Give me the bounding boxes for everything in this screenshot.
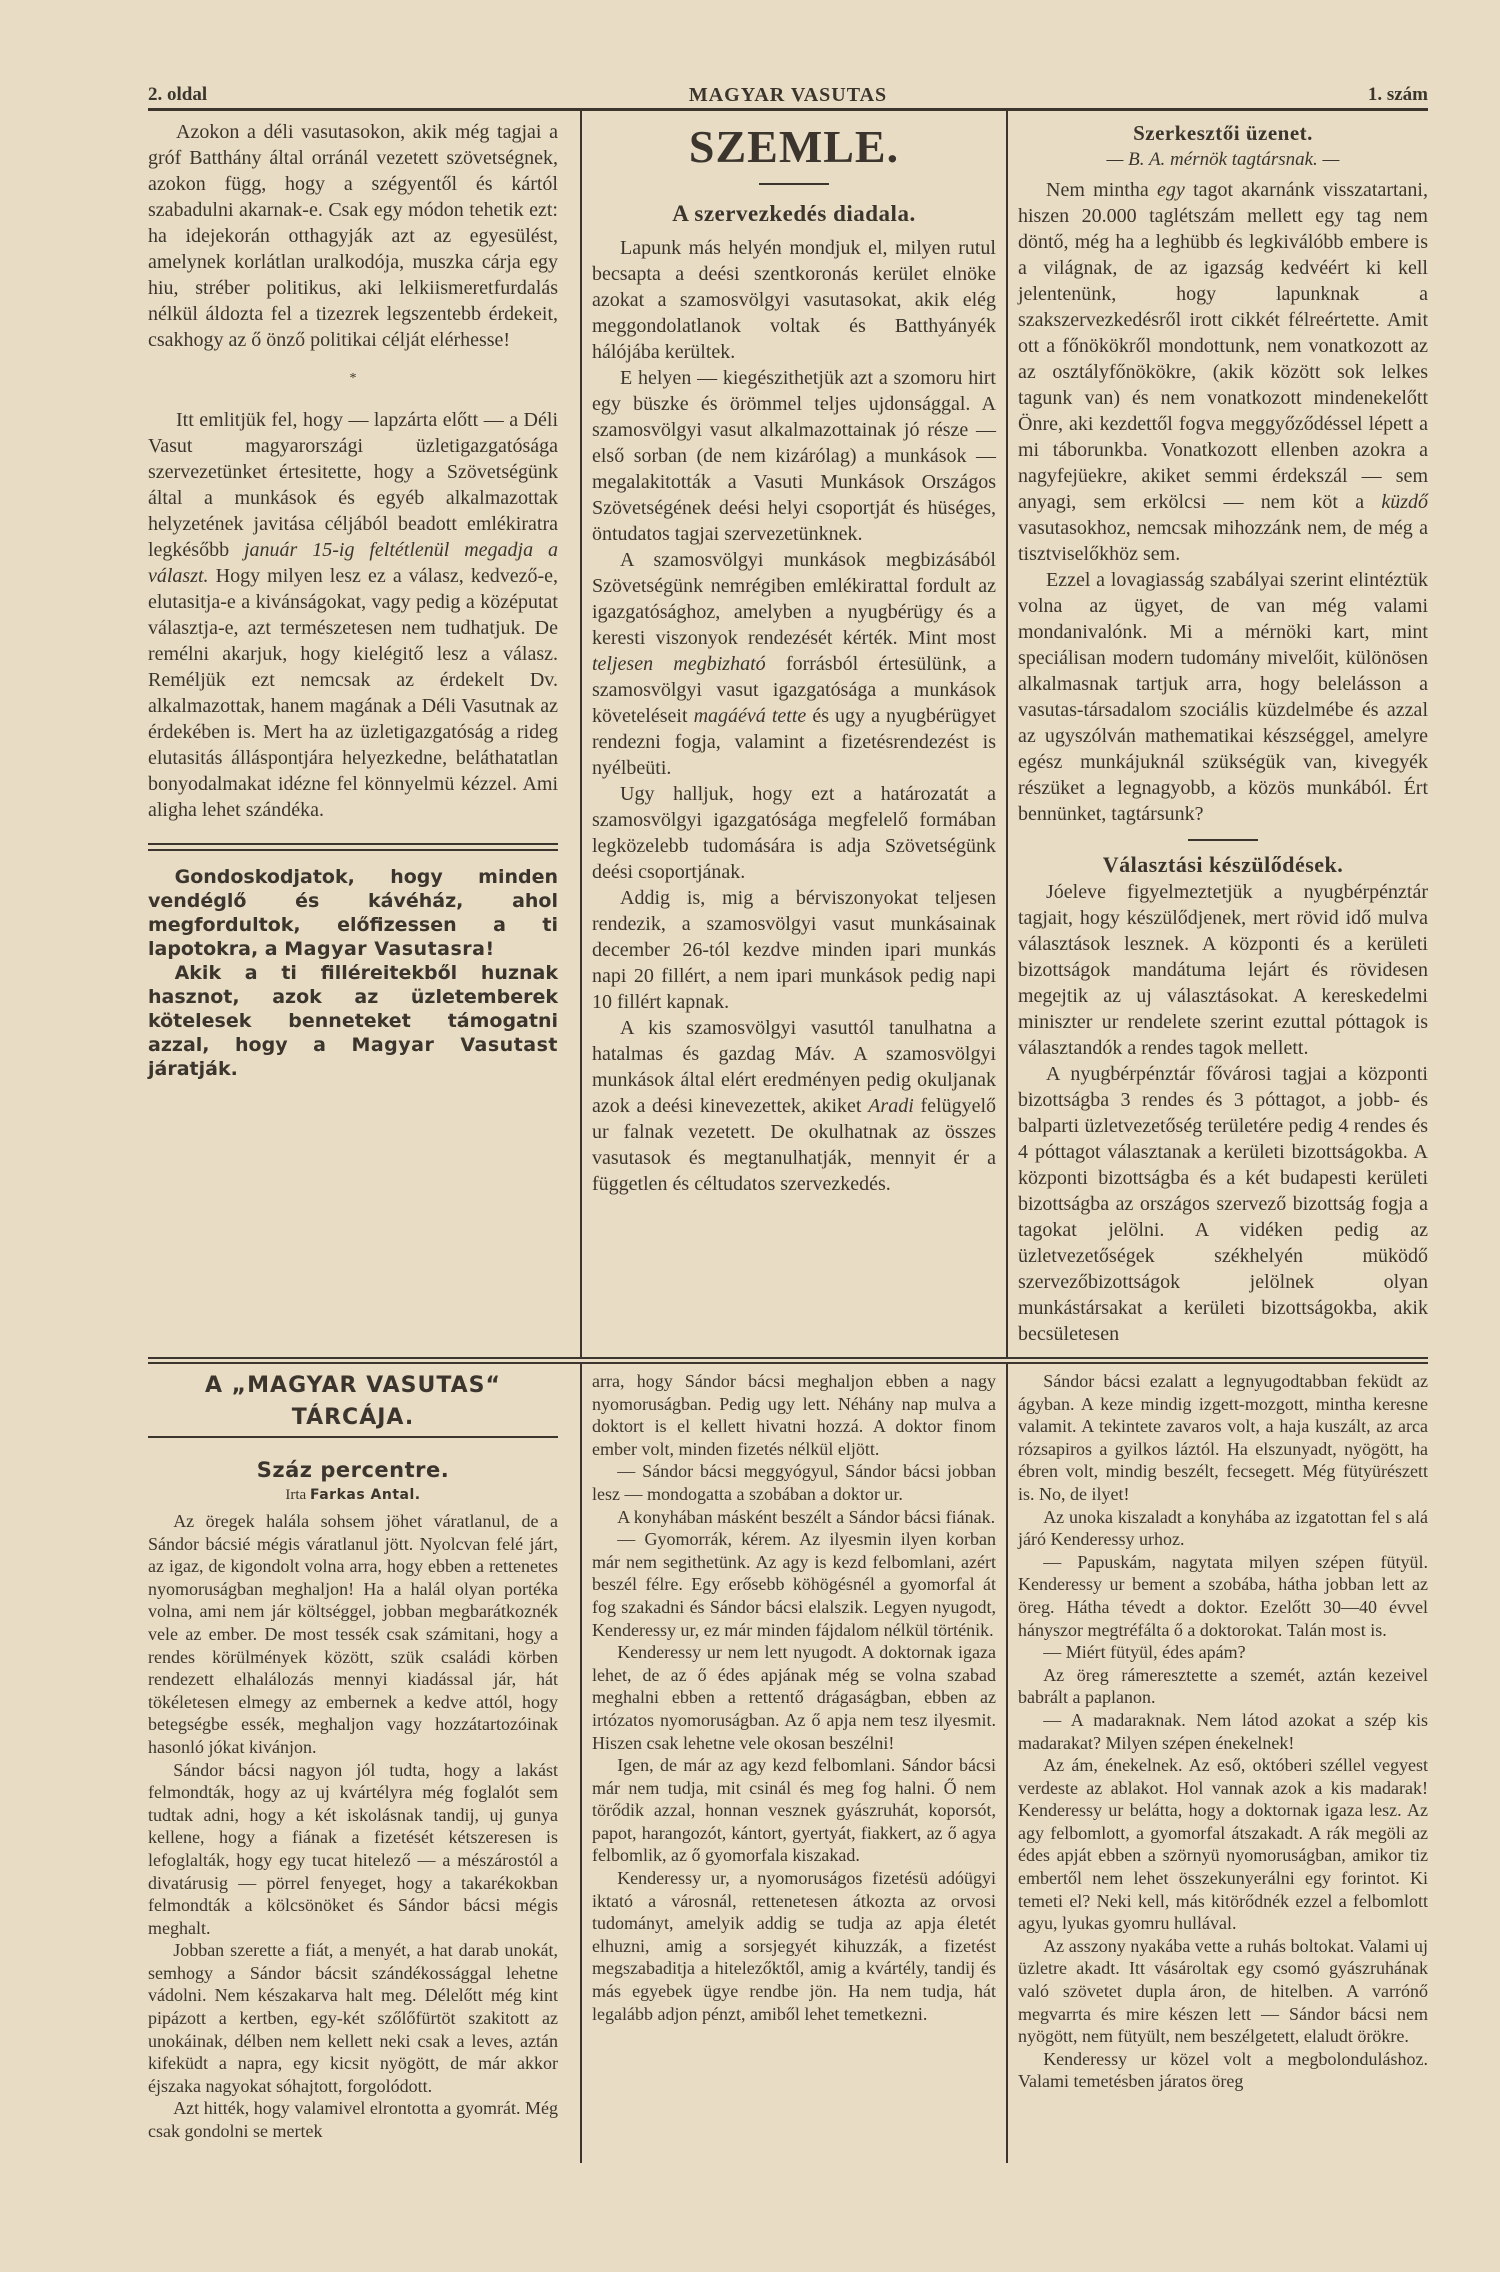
text-run: Azokon a déli vasutasokon, akik még tagjai a gróf Batthány által orránál vezetett szövetségnek, azokon függ, hogy a szégyentől és kártól szabadulni akarnak-e. Csak egy módon tehetik ezt: ha idejekorán otthagyják azt az egyesülést, amelynek korlátlan uralkodója, muszka cárja egy hiu, stréber politikus, aki lelkiismeretfurdalás nélkül áldozta fel a tizezrek legszentebb érdekeit, csakhogy az ő önző politikai célját elérhesse!	[148, 121, 558, 351]
short-rule	[759, 183, 829, 185]
paragraph	[592, 781, 996, 885]
top-section	[148, 111, 1428, 1357]
paragraph	[1018, 1935, 1428, 2048]
article-title: Választási készülődések.	[1102, 852, 1344, 877]
issue-number: 1. szám	[1367, 84, 1428, 105]
text-run: arra, hogy Sándor bácsi meghaljon ebben a nagy nyomoruságban. Pedig ugy lett. Néhány nap mulva a doktort is el kellett hivatni hozzá. A doktor finom ember volt, minden fizetés nélkül eljött.	[592, 1371, 996, 1459]
paragraph	[592, 1528, 996, 1641]
italic-text: január 15-ig feltétlenül megadja a választ.	[148, 539, 559, 587]
text-run: Az ám, énekelnek. Az eső, októberi széllel vegyest verdeste az ablakot. Hol vannak azok a kis madarak! Kenderessy ur belátta, hogy a doktornak igaza lesz. Az agy felbomlott, a gyomorfal átszakadt. A rák megöli az édes apját ebben a szörnyü nyomoruságban, amikor tiz embertől nem lehet összekunyerálni egy forintot. Ki temeti el? Neki kell, más kitörődnék ezzel a felbomlott agyu, lyukas gyomru hullával.	[1018, 1755, 1428, 1934]
story-title: Száz percentre.	[256, 1458, 450, 1482]
text-run: E helyen — kiegészithetjük azt a szomoru hirt egy büszke és örömmel teljes ujdonsággal. A szamosvölgyi vasut alkalmazottainak jó része — első sorban (de nem kizárólag) a munkások — megalakitották a Vasuti Munkások Országos Szövetségének deési helyi csoportját és hüséges, öntudatos tagjai szervezetünknek.	[592, 367, 996, 545]
article-body	[1018, 177, 1428, 827]
paragraph	[1018, 1370, 1428, 1506]
text-run: vasutasokhoz, nemcsak mihozzánk nem, de még a tisztviselőkhöz sem.	[1018, 517, 1428, 565]
paragraph	[1018, 1061, 1428, 1347]
paragraph	[148, 119, 558, 353]
feuilleton-right-column	[1006, 1364, 1428, 2163]
text-run: — Papuskám, nagytata milyen szépen fütyül. Kenderessy ur bement a szobába, hátha jobban lett az öreg. Hátha tévedt a doktor. Ezelőtt 30—40 évvel hányszor megtréfálta ő a doktorokat. Talán most is.	[1018, 1551, 1428, 1640]
article-body	[148, 119, 558, 353]
text-run: Azt hitték, hogy valamivel elrontotta a gyomrát. Még csak gondolni se mertek	[148, 2098, 558, 2142]
separator-asterisk: *	[349, 371, 357, 386]
paragraph	[592, 1641, 996, 1754]
text-run: A konyhában másként beszélt a Sándor bácsi fiának.	[617, 1506, 996, 1527]
feuilleton-middle-column	[580, 1364, 1006, 2163]
paragraph	[1018, 1551, 1428, 1641]
story-body	[1018, 1370, 1428, 2093]
short-rule	[1188, 839, 1258, 841]
paragraph	[148, 865, 558, 961]
paragraph	[148, 1510, 558, 1759]
text-run: Kenderessy ur nem lett nyugodt. A doktornak igaza lehet, de az ő édes apjának még se volna szabad meghalni ebben a rettentő drágaságban, ebben az irtózatos nyomoruságban. Az ő apja nem tesz ilyesmit. Hiszen csak lehetne vele okosan beszélni!	[592, 1642, 996, 1753]
paragraph	[148, 1939, 558, 2097]
article-body	[148, 407, 558, 823]
paragraph	[1018, 1664, 1428, 1709]
left-column	[148, 111, 580, 1357]
paragraph	[1018, 1506, 1428, 1551]
text-run: Az unoka kiszaladt a konyhába az izgatottan fel s alá járó Kenderessy urhoz.	[1018, 1506, 1428, 1550]
text-run: Gondoskodjatok, hogy minden vendéglő és kávéház, ahol megfordultok, előfizessen a ti lapotokra, a	[148, 866, 558, 960]
article-subtitle: — B. A. mérnök tagtársnak. —	[1106, 149, 1340, 170]
text-run: Lapunk más helyén mondjuk el, milyen rutul becsapta a deési szentkoronás kerület elnöke azokat a szamosvölgyi vasutasokat, akik elég meggondolatlanok voltak és Batthyányék hálójába kerültek.	[592, 237, 996, 363]
text-run: — Miért fütyül, édes apám?	[1043, 1642, 1246, 1663]
paragraph	[592, 235, 996, 365]
page-header	[148, 84, 1428, 111]
text-run: Itt emlitjük fel, hogy — lapzárta előtt — a Déli Vasut magyarországi üzletigazgatósága szervezetünket értesitette, hogy a Szövetségünk által a munkások és egyéb alkalmazottak helyzetének javitása céljából beadott emlékiratra legkésőbb	[148, 409, 558, 561]
italic-text: egy	[1157, 179, 1185, 201]
text-run: Jobban szerette a fiát, a menyét, a hat darab unokát, semhogy a Sándor bácsit szándékossággal lehetne vádolni. Nem készakarva halt meg. Délelőtt még kint pipázott a kertben, egy-két szőlőfürtöt szakitott az unokáinak, délben nem kellett neki csak a leves, aztán kifeküdt a napra, egy kicsit nyögött, de már akkor éjszaka nagyokat sóhajtott, forgolódott.	[148, 1940, 558, 2096]
paragraph	[148, 1759, 558, 1940]
right-column	[1006, 111, 1428, 1357]
text-run: tagot akarnánk visszatartani, hiszen 20.000 taglétszám mellett egy tag nem döntő, még ha a leghübb és legkiválóbb embere is a világnak, de az igazság kedvéért ki kell jelentenünk, hogy lapunknak a szakszervezkedésről irott cikkét félreértette. Amit ott a főnökökről mondottunk, nem vonatkozott az az osztályfőnökökre, (akik között sok lelkes tagunk van) és nem vonatkozott mindenekelőtt Önre, aki kezdettől fogva meggyőződéssel lépett a mi táborunkba. Vonatkozott ellenben azokra a nagyfejüekre, akiket semmi érdekszál — sem anyagi, sem erkölcsi — nem köt a	[1018, 179, 1428, 513]
text-run: A kis szamosvölgyi vasuttól tanulhatna a hatalmas és gazdag Máv. A szamosvölgyi munkások által elért eredményen pedig okuljanak azok a deési kinevezettek, akiket	[592, 1017, 996, 1117]
author-name: Farkas Antal.	[309, 1487, 421, 1503]
paragraph	[1018, 2048, 1428, 2093]
story-body	[148, 1510, 558, 2143]
paragraph	[592, 885, 996, 1015]
story-body	[592, 1370, 996, 2025]
paragraph	[1018, 1754, 1428, 1935]
text-run: Kenderessy ur közel volt a megbolonduláshoz. Valami temetésben járatos öreg	[1018, 2048, 1428, 2092]
section-rule	[148, 1357, 1428, 1364]
text-run: Nem mintha	[1046, 179, 1158, 201]
paragraph	[148, 407, 558, 823]
middle-column	[580, 111, 1006, 1357]
paragraph	[592, 547, 996, 781]
advertisement	[148, 865, 558, 1081]
emphasized-title: Magyar Vasutast	[351, 1034, 558, 1056]
text-run: A szamosvölgyi munkások megbizásából Szövetségünk nemrégiben emlékirattal fordult az igazgatósághoz, amelyben a nyugbérügy és a keresti viszonyok rendezését kérték. Mint most	[592, 549, 996, 649]
article-title: Szerkesztői üzenet.	[1133, 121, 1313, 145]
feuilleton-section	[148, 1364, 1428, 2163]
paragraph	[592, 1754, 996, 1867]
paragraph	[592, 365, 996, 547]
text-run: Hogy milyen lesz ez a válasz, kedvező-e, elutasitja-e a kivánságokat, vagy pedig a középutat választja-e, azt természetesen nem tudhatjuk. De remélni akarjuk, hogy kielégitő lesz a válasz. Reméljük ezt nemcsak az érdekelt Dv. alkalmazottak, hanem magának a Déli Vasutnak az érdekében is. Mert ha az üzletigazgatóság a rideg elutasitás álláspontjára helyezkedne, beláthatatlan bonyodalmakat idézne fel könnyelmü kézzel. Ami aligha lehet szándéka.	[148, 565, 558, 821]
double-rule	[148, 843, 558, 851]
emphasized-title: Magyar Vasutasra!	[284, 938, 495, 960]
paragraph	[592, 1015, 996, 1197]
paragraph	[148, 2097, 558, 2142]
text-run: — Gyomorrák, kérem. Az ilyesmin ilyen korban már nem segithetünk. Az agy is kezd felbomlani, azért beszél félre. Egy erősebb köhögésnél a gyomorfal át fog szakadni és Sándor bácsi elalszik. Legyen nyugodt, Kenderessy ur, ez már minden fájdalom nélkül történik.	[592, 1529, 996, 1640]
text-run: és ugy a nyugbérügyet rendezni fogja, valamint a fizetésrendezést is nyélbeüti.	[592, 705, 996, 779]
paragraph	[592, 1867, 996, 2025]
text-run: — Sándor bácsi meggyógyul, Sándor bácsi jobban lesz — mondogatta a szobában a doktor ur.	[592, 1461, 996, 1504]
text-run: Az öreg rámeresztette a szemét, aztán kezeivel babrált a paplanon.	[1018, 1664, 1428, 1708]
text-run: Ezzel a lovagiasság szabályai szerint elintéztük volna az ügyet, de van még valami mondanivalónk. Mi a mérnöki kart, mint speciálisan modern tudomány mivelőit, különösen alkalmasnak tartjuk arra, hogy belelásson a vasutas-társadalom szociális küzdelmébe és azzal az ugyszólván mathematikai készséggel, amelyre egész munkájuknál szükségük van, kivegyék részüket a legnagyobb, a közös munkából. Ért bennünket, tagtársunk?	[1018, 569, 1428, 825]
text-run: Sándor bácsi nagyon jól tudta, hogy a lakást felmondták, hogy az uj kvártélyra még foglalót sem tudtak adni, hogy a két iskolásnak tandij, uj gunya kellene, hogy a fiának a fizetését kétszeresen is lefoglalták, hogy egy tucat hitelező — a mészárostól a divatárusig — pörrel fenyeget, hogy a takarékokban felmondták a kölcsönöket és Sándor bácsi mégis meghalt.	[148, 1759, 558, 1938]
italic-text: teljesen megbizható	[592, 653, 766, 675]
text-run: Az öregek halála sohsem jöhet váratlanul, de a Sándor bácsié mégis váratlanul jött. Nyolcvan felé járt, az igaz, de kigondolt volna arra, hogy ebben a rettenetes nyomoruságban meghaljon! Ha a halál olyan portéka volna, ami nem jár költséggel, jobban megbarátkoznék vele az ember. De most tessék csak számitani, hogy a rendes körülmények között, szük családi körben rendezett elhalálozás mennyi kiadással jár, hát tökéletesen elmegy az embernek a kedve attól, hogy betegségbe essék, meghaljon vagy hozzátartozóinak hasonló jókat kivánjon.	[148, 1511, 558, 1757]
text-run: járatják.	[148, 1058, 238, 1080]
article-title: A szervezkedés diadala.	[672, 201, 916, 226]
text-run: — A madaraknak. Nem látod azokat a szép kis madarakat? Milyen szépen énekelnek!	[1018, 1709, 1428, 1753]
byline-prefix: Irta	[285, 1487, 307, 1503]
article-body	[1018, 879, 1428, 1347]
paragraph	[1018, 177, 1428, 567]
text-run: Sándor bácsi ezalatt a legnyugodtabban feküdt az ágyban. A keze mindig izgett-mozgott, mintha keresne valamit. A tekintete zavaros volt, a haja kuszált, az arca rózsapiros a gyilkos láztól. Ha elszunyadt, nyögött, ha ébren volt, mindig beszélt, fecsegett. Még fütyürészett is. No, de ilyet!	[1018, 1371, 1428, 1504]
italic-text: küzdő	[1381, 491, 1428, 513]
newspaper-page	[148, 0, 1428, 2223]
text-run: felügyelő ur falnak vezetett. De okulhatnak az összes vasutasok és megtanulhatják, mennyit ér a független és céltudatos szervezkedés.	[592, 1095, 997, 1195]
byline	[148, 1484, 558, 1506]
text-run: Addig is, mig a bérviszonyokat teljesen rendezik, a szamosvölgyi vasut munkásainak december 26-tól kezdve minden ipari munkás napi 20 fillért, a nem ipari munkások pedig napi 10 fillért kapnak.	[592, 887, 996, 1013]
paragraph	[592, 1370, 996, 1460]
feuilleton-left-column	[148, 1364, 580, 2163]
paragraph	[1018, 567, 1428, 827]
text-run: forrásból értesülünk, a szamosvölgyi vasut igazgatósága a munkások követeléseit	[592, 653, 996, 727]
text-run: Az asszony nyakába vette a ruhás boltokat. Valami uj üzletre akadt. Itt vásároltak egy csomó gyászruhának való szövetet dupla áron, de hitelben. A varrónő megvarrta és mire készen lett — Sándor bácsi nem nyögött, nem fütyült, nem beszélgetett, elaludt örökre.	[1018, 1935, 1428, 2047]
paragraph	[1018, 1641, 1428, 1664]
text-run: Igen, de már az agy kezd felbomlani. Sándor bácsi már nem tudja, mit csinál és meg fog halni. Ő nem törődik azzal, honnan vesznek gyászruhát, koporsót, papot, harangozót, kántort, gyertyát, fiakkert, az ő agya felbomlik, az ő gyomorfala kiszakad.	[592, 1755, 996, 1866]
paragraph	[1018, 1709, 1428, 1754]
text-run: Kenderessy ur, a nyomoruságos fizetésü adóügyi iktató a városnál, rettenetesen átkozta az orvosi tudományt, amelyik addig se tudja az apja életét elhuzni, amig a sorsjegyét kihuzzák, a fizetést megszabaditja a hitelezőktől, amig a kvártély, tandij és más egyebek ügye rendbe jön. Ha nem tudja, hát legalább adjon pénzt, amiből lehet temetkezni.	[592, 1868, 996, 2024]
paragraph	[1018, 879, 1428, 1061]
text-run: Akik a ti filléreitekből huznak hasznot, azok az üzletemberek kötelesek benneteket támogatni azzal, hogy a	[148, 962, 558, 1056]
paragraph	[592, 1506, 996, 1529]
text-run: Ugy halljuk, hogy ezt a határozatát a szamosvölgyi igazgatósága megfelelő formában legközelebb tudomására is adja Szövetségünk deési csoportjának.	[592, 783, 996, 883]
newspaper-title: MAGYAR VASUTAS	[688, 84, 888, 106]
feuilleton-banner: A „MAGYAR VASUTAS“ TÁRCÁJA.	[148, 1370, 558, 1438]
section-title: SZEMLE.	[688, 121, 900, 172]
text-run: A nyugbérpénztár fővárosi tagjai a központi bizottságba 3 rendes és 3 póttagot, a jobb- és balparti üzletvezetőség területére pedig 4 rendes és 4 póttagot választanak a kerületi bizottságokba. A központi bizottságba és a két budapesti kerületi bizottságba az országos szervező bizottság fogja a tagokat jelölni. A vidéken pedig az üzletvezetőségek székhelyén müködő szervezőbizottságok jelölnek olyan munkástársakat a kerületi bizottságokba, akik becsületesen	[1018, 1063, 1428, 1345]
italic-text: Aradi	[868, 1095, 914, 1117]
page-number: 2. oldal	[148, 84, 208, 105]
paragraph	[148, 961, 558, 1081]
italic-text: magáévá tette	[693, 705, 807, 727]
text-run: Jóeleve figyelmeztetjük a nyugbérpénztár tagjait, hogy készülődjenek, mert rövid idő mulva választások lesznek. A központi és a kerületi bizottságok mandátuma lejárt és rövidesen megejtik az uj választásokat. A kereskedelmi miniszter ur rendelete szerint ezuttal póttagok is választandók a rendes tagok mellett.	[1018, 881, 1428, 1059]
article-body	[592, 235, 996, 1197]
paragraph	[592, 1460, 996, 1505]
